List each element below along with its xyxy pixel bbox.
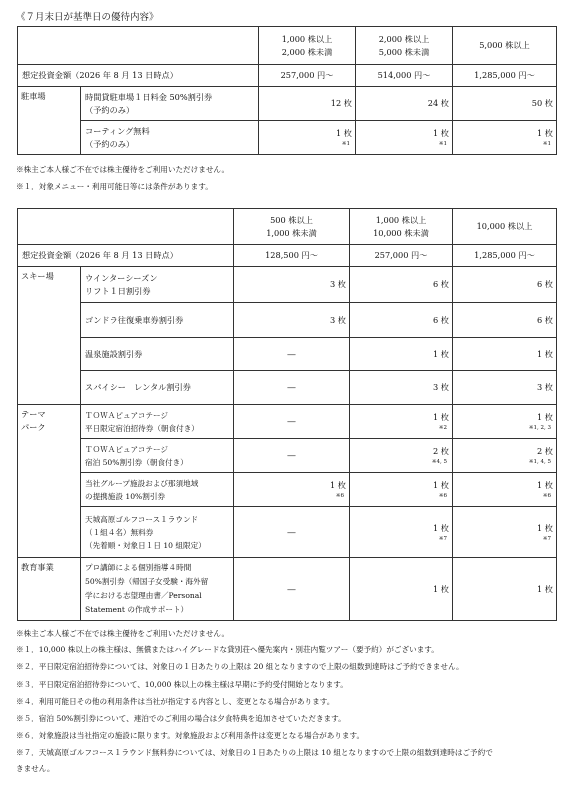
row-label: 当社グループ施設および那須地域 の提携施設 10%割引券 (81, 473, 234, 507)
footnote-ref: ※6 (542, 493, 551, 499)
cell-value: 6 枚 (453, 303, 557, 338)
cell-value: 50 枚 (453, 87, 557, 121)
footnote: ※１．10,000 株以上の株主様は、無償またはハイグレードな貸別荘へ優先案内・別荘内覧ツアー（要予約）がございます。 (16, 645, 439, 654)
cell-value: 3 枚 (234, 303, 350, 338)
benefits-table-july (17, 26, 557, 155)
footnote: きません。 (16, 764, 55, 773)
group-label: 駐車場 (18, 87, 81, 155)
group-label: スキー場 (18, 267, 81, 405)
cell-value: 1 枚 ※1, 2, 3 (453, 405, 557, 439)
cell-value: 12 枚 (259, 87, 356, 121)
cell-value: ― (234, 558, 350, 621)
cell-value: 1 枚 ※6 (234, 473, 350, 507)
group-label: テーマ パーク (18, 405, 81, 558)
row-label: ゴンドラ往復乗車券割引券 (81, 303, 234, 338)
cell-value: 3 枚 (350, 371, 453, 405)
footnote-ref: ※6 (335, 493, 344, 499)
footnote: ※６．対象施設は当社指定の施設に限ります。対象施設および利用条件は変更となる場合があります。 (16, 731, 365, 740)
cell-value: 6 枚 (350, 303, 453, 338)
cell-value: 1 枚 (453, 338, 557, 371)
section-title: 《７月末日が基準日の優待内容》 (16, 12, 159, 23)
footnote: ※３．平日限定宿泊招待券について、10,000 株以上の株主様は早期に予約受付開始となります。 (16, 680, 348, 689)
row-label: コーティング無料 （予約のみ） (81, 121, 259, 155)
cell-value: 6 枚 (453, 267, 557, 303)
footnote-ref: ※6 (438, 493, 447, 499)
row-label: ＴＯＷＡピュアコテージ 平日限定宿泊招待券（朝食付き） (81, 405, 234, 439)
footnote: ※５．宿泊 50%割引券について、連泊でのご利用の場合は夕食特典を追加させていただきます。 (16, 714, 346, 723)
cell-value: 3 枚 (453, 371, 557, 405)
cell-value: ― (234, 371, 350, 405)
cell-value: 1 枚 ※6 (350, 473, 453, 507)
invest-value: 257,000 円～ (350, 245, 453, 267)
cell-value: 3 枚 (234, 267, 350, 303)
row-label: 天城高原ゴルフコース１ラウンド （１組４名）無料券 （先着順・対象日１日 10 組限定） (81, 507, 234, 558)
cell-value: 1 枚 ※7 (350, 507, 453, 558)
cell-value: 1 枚 ※1 (356, 121, 453, 155)
cell-value: 24 枚 (356, 87, 453, 121)
cell-value: 1 枚 ※6 (453, 473, 557, 507)
row-label: ＴＯＷＡピュアコテージ 宿泊 50%割引券（朝食付き） (81, 439, 234, 473)
cell-value: 2 枚 ※1, 4, 5 (453, 439, 557, 473)
footnote-ref: ※1 (542, 141, 551, 147)
footnote-ref: ※1 (438, 141, 447, 147)
cell-value: 1 枚 ※7 (453, 507, 557, 558)
row-label: 温泉施設割引券 (81, 338, 234, 371)
footnote-ref: ※2 (438, 425, 447, 431)
cell-value: ― (234, 507, 350, 558)
footnote: ※４．利用可能日その他の利用条件は当社が指定する内容とし、変更となる場合があります。 (16, 697, 335, 706)
footnote-ref: ※7 (438, 535, 447, 542)
cell-value: ― (234, 439, 350, 473)
row-label: ウインターシーズン リフト１日割引券 (81, 267, 234, 303)
invest-value: 1,285,000 円～ (453, 65, 557, 87)
invest-value: 257,000 円～ (259, 65, 356, 87)
row-label: スパイシー レンタル割引券 (81, 371, 234, 405)
col-header: 10,000 株以上 (453, 209, 557, 245)
row-label: プロ講師による個別指導４時間 50%割引券（帰国子女受験・海外留 学における志望理由書／Personal Statement の作成サポート） (81, 558, 234, 621)
invest-label: 想定投資金額（2026 年 8 月 13 日時点） (18, 65, 259, 87)
invest-value: 1,285,000 円～ (453, 245, 557, 267)
cell-value: 1 枚 (350, 558, 453, 621)
cell-value: 6 枚 (350, 267, 453, 303)
row-label: 時間貸駐車場１日料金 50%割引券 （予約のみ） (81, 87, 259, 121)
col-header: 5,000 株以上 (453, 27, 557, 65)
footnote: ※２．平日限定宿泊招待券については、対象日の１日あたりの上限は 20 組となりますので上限の組数到達時はご予約できません。 (16, 662, 464, 671)
cell-value: 1 枚 ※2 (350, 405, 453, 439)
invest-value: 128,500 円～ (234, 245, 350, 267)
footnote-ref: ※1, 4, 5 (528, 459, 551, 465)
cell-value: 1 枚 ※1 (259, 121, 356, 155)
cell-value: ― (234, 338, 350, 371)
footnote: ※７．天城高原ゴルフコース１ラウンド無料券については、対象日の１日あたりの上限は 10 組となりますので上限の組数到達時はご予約で (16, 748, 493, 757)
footnote-ref: ※1 (341, 141, 350, 147)
col-header: 500 株以上 1,000 株未満 (234, 209, 350, 245)
cell-value: ― (234, 405, 350, 439)
footnote-ref: ※7 (542, 535, 551, 542)
footnote-ref: ※1, 2, 3 (528, 425, 551, 431)
col-header: 2,000 株以上 5,000 株未満 (356, 27, 453, 65)
invest-label: 想定投資金額（2026 年 8 月 13 日時点） (18, 245, 234, 267)
group-label: 教育事業 (18, 558, 81, 621)
cell-value: 2 枚 ※4, 5 (350, 439, 453, 473)
invest-value: 514,000 円～ (356, 65, 453, 87)
footnote: ※株主ご本人様ご不在では株主優待をご利用いただけません。 (16, 629, 230, 638)
cell-value: 1 枚 (453, 558, 557, 621)
col-header: 1,000 株以上 10,000 株未満 (350, 209, 453, 245)
benefits-table-2 (17, 208, 557, 621)
footnote-ref: ※4, 5 (431, 459, 447, 465)
footnote: ※株主ご本人様ご不在では株主優待をご利用いただけません。 (16, 165, 230, 174)
cell-value: 1 枚 (350, 338, 453, 371)
col-header: 1,000 株以上 2,000 株未満 (259, 27, 356, 65)
footnote: ※１．対象メニュー・利用可能日等には条件があります。 (16, 182, 213, 191)
cell-value: 1 枚 ※1 (453, 121, 557, 155)
